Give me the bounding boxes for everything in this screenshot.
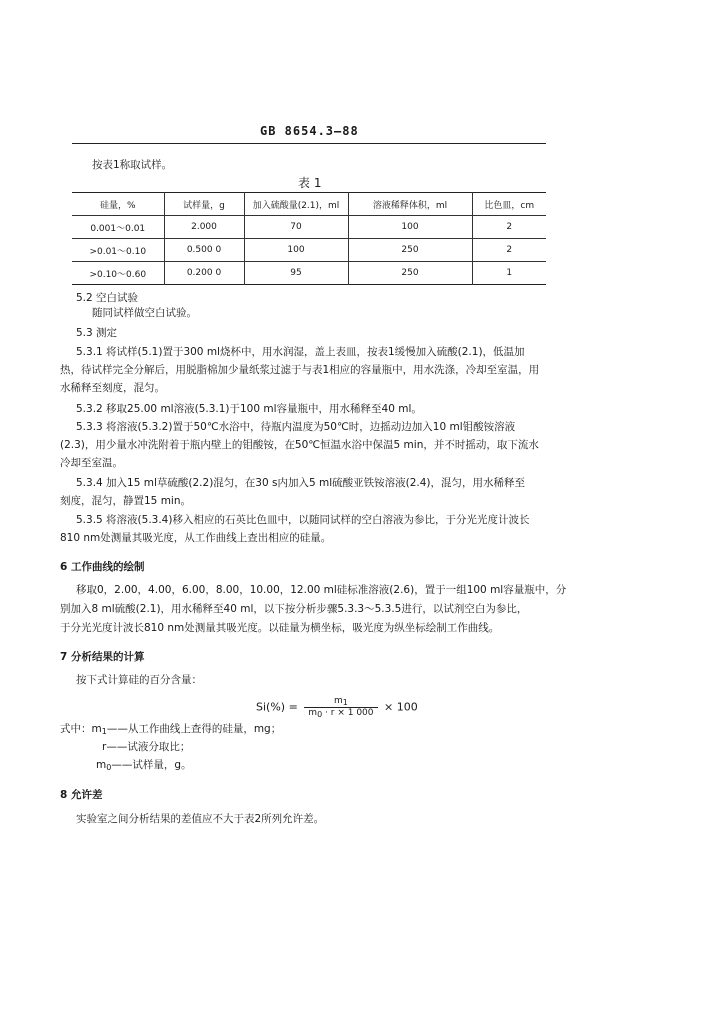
section-5-2-body: 随同试样做空白试验。 <box>92 307 197 319</box>
table-cell: 0.001～0.01 <box>72 216 164 239</box>
def-symbol: r <box>102 741 107 753</box>
table-cell: 2 <box>472 216 546 239</box>
table-cell: >0.10～0.60 <box>72 262 164 285</box>
formula-def <box>102 740 190 757</box>
formula-denominator-sub: 0 <box>317 710 323 719</box>
def-text: ——试液分取比； <box>106 741 191 753</box>
formula-denominator <box>304 708 377 719</box>
section-6-line: 别加入8 ml硫酸(2.1)，用水稀释至40 ml，以下按分析步骤5.3.3～5.3.5进行，以试剂空白为参比， <box>60 603 528 615</box>
table1-header-cell: 溶液稀释体积，ml <box>348 193 472 216</box>
formula-rhs: × 100 <box>384 700 418 714</box>
table-row <box>72 216 546 239</box>
table1-header-cell: 试样量，g <box>164 193 244 216</box>
section-7-intro: 按下式计算硅的百分含量： <box>76 674 202 686</box>
section-5-3-1-line: 5.3.1 将试样(5.1)置于300 ml烧杯中，用水润湿，盖上表皿，按表1缓慢加入硫酸(2.1)，低温加 <box>76 346 525 358</box>
table-cell: 100 <box>244 239 348 262</box>
table-cell: 250 <box>348 239 472 262</box>
section-8-heading: 8 允许差 <box>60 789 103 801</box>
section-5-3-5-line: 810 nm处测量其吸光度，从工作曲线上查出相应的硅量。 <box>60 532 332 544</box>
document-header: GB 8654.3—88 <box>260 124 359 138</box>
table-cell: 2 <box>472 239 546 262</box>
silicon-formula <box>256 696 418 719</box>
formula-denominator-symbol: m <box>308 708 318 718</box>
formula-fraction <box>304 696 377 719</box>
section-5-3-3-line: 5.3.3 将溶液(5.3.2)置于50℃水浴中，待瓶内温度为50℃时，边摇动边加入10 ml钼酸铵溶液 <box>76 421 516 433</box>
section-5-3-2-line: 5.3.2 移取25.00 ml溶液(5.3.1)于100 ml容量瓶中，用水稀释至40 ml。 <box>76 403 422 415</box>
formula-def <box>60 722 281 739</box>
section-6-heading: 6 工作曲线的绘制 <box>60 561 145 573</box>
section-6-line: 于分光光度计波长810 nm处测量其吸光度。以硅量为横坐标，吸光度为纵坐标绘制工作曲线。 <box>60 622 500 634</box>
table1-header-cell: 硅量，% <box>72 193 164 216</box>
def-sub: 0 <box>106 763 112 772</box>
section-5-3-4-line: 刻度，混匀，静置15 min。 <box>60 495 191 507</box>
formula-numerator-symbol: m <box>333 696 343 706</box>
intro-text: 按表1称取试样。 <box>92 159 173 171</box>
section-5-2-heading: 5.2 空白试验 <box>76 292 139 304</box>
section-5-3-3-line: (2.3)，用少量水冲洗附着于瓶内壁上的钼酸铵，在50℃恒温水浴中保温5 min，并不时摇动，取下流水 <box>60 439 539 451</box>
formula-lhs: Si(%) = <box>256 700 298 714</box>
table-cell: 0.500 0 <box>164 239 244 262</box>
table-cell: >0.01～0.10 <box>72 239 164 262</box>
table-cell: 2.000 <box>164 216 244 239</box>
table-cell: 95 <box>244 262 348 285</box>
section-6-line: 移取0，2.00，4.00，6.00，8.00，10.00，12.00 ml硅标准溶液(2.6)，置于一组100 ml容量瓶中，分 <box>76 584 567 596</box>
def-text: ——从工作曲线上查得的硅量，mg； <box>106 723 282 735</box>
def-symbol: 式中：m <box>60 723 102 735</box>
table-cell: 100 <box>348 216 472 239</box>
section-5-3-4-line: 5.3.4 加入15 ml草硫酸(2.2)混匀，在30 s内加入5 ml硫酸亚铁铵溶液(2.4)，混匀，用水稀释至 <box>76 477 526 489</box>
table-cell: 0.200 0 <box>164 262 244 285</box>
table-cell: 250 <box>348 262 472 285</box>
table-cell: 70 <box>244 216 348 239</box>
table1-header-cell: 比色皿，cm <box>472 193 546 216</box>
section-5-3-heading: 5.3 测定 <box>76 327 118 339</box>
section-8-body: 实验室之间分析结果的差值应不大于表2所列允许差。 <box>76 813 325 825</box>
formula-denominator-rest: · r × 1 000 <box>325 708 374 718</box>
table1-header-row <box>72 193 546 216</box>
section-5-3-1-line: 水稀释至刻度，混匀。 <box>60 382 165 394</box>
def-text: ——试样量，g。 <box>111 759 192 771</box>
section-7-heading: 7 分析结果的计算 <box>60 651 145 663</box>
def-sub: 1 <box>101 727 107 736</box>
section-5-3-3-line: 冷却至室温。 <box>60 457 123 469</box>
table-row <box>72 239 546 262</box>
table-cell: 1 <box>472 262 546 285</box>
formula-def <box>96 758 192 775</box>
header-rule <box>72 143 546 144</box>
formula-numerator-sub: 1 <box>342 698 348 707</box>
table-row <box>72 262 546 285</box>
formula-numerator <box>304 696 377 708</box>
table1 <box>72 192 546 285</box>
section-5-3-5-line: 5.3.5 将溶液(5.3.4)移入相应的石英比色皿中，以随同试样的空白溶液为参比，于分光光度计波长 <box>76 514 530 526</box>
def-symbol: m <box>96 759 107 771</box>
table1-title: 表 1 <box>298 176 322 190</box>
table1-header-cell: 加入硫酸量(2.1)，ml <box>244 193 348 216</box>
section-5-3-1-line: 热，待试样完全分解后，用脱脂棉加少量纸浆过滤于与表1相应的容量瓶中，用水洗涤，冷却至室温，用 <box>60 364 540 376</box>
